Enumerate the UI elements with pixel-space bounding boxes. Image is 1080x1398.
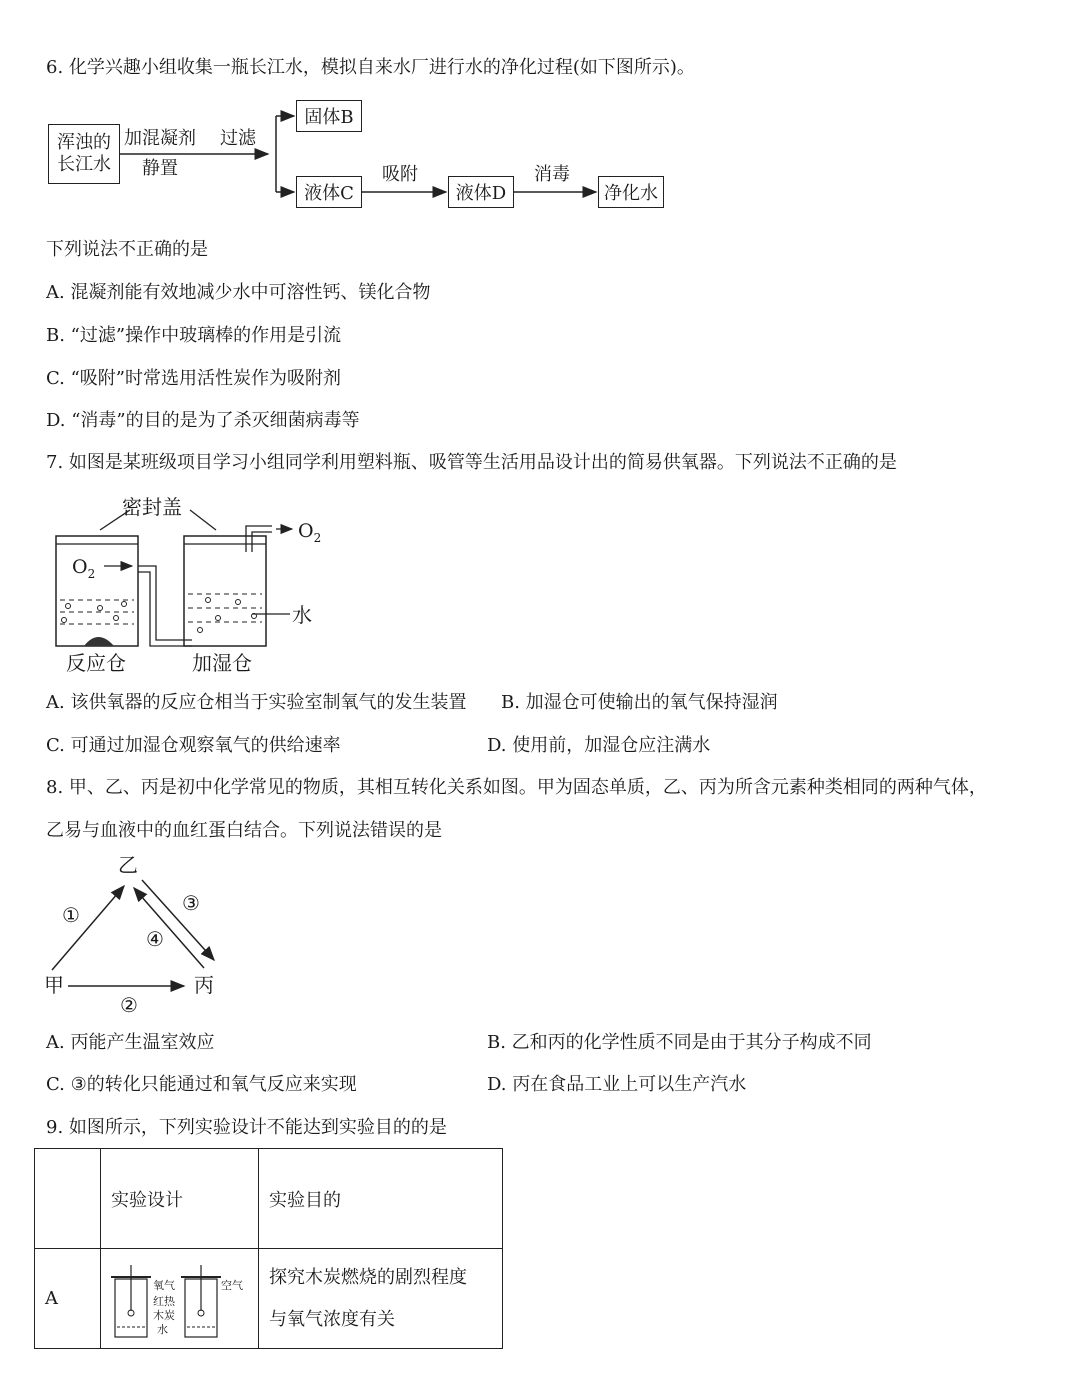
q9-row-a-purpose [259,1249,503,1349]
q8-stem-line1: 8. 甲、乙、丙是初中化学常见的物质，其相互转化关系如图。甲为固态单质，乙、丙为所含元素种类相同的两种气体， [46,777,987,798]
q7-option-c[interactable]: C. 可通过加湿仓观察氧气的供给速率 [46,735,341,756]
flow-arrows [0,0,700,230]
q8-stem-line2: 乙易与血液中的血红蛋白结合。下列说法错误的是 [46,820,442,841]
q9-row-a-purpose-line2: 与氧气浓度有关 [269,1308,395,1330]
flow-solid-box: 固体B [296,100,362,132]
q9-table [34,1148,503,1349]
fig-o2-inner: $O_2$ [72,556,96,581]
fig-hot-label: 红热 [153,1295,175,1308]
flow-liquid-c-box: 液体C [296,176,362,208]
q9-header-empty [35,1149,101,1249]
flow-step3: 吸附 [382,164,418,185]
flow-product-box: 净化水 [598,176,664,208]
charcoal-experiment-drawing [101,1251,251,1347]
q9-header-design: 实验设计 [101,1149,259,1249]
flow-step4: 消毒 [534,164,570,185]
flow-source-line1: 浑浊的 [57,132,111,153]
flow-liquid-d-box: 液体D [448,176,514,208]
q8-option-a[interactable]: A. 丙能产生温室效应 [46,1032,215,1053]
fig-o2-out: $O_2$ [298,520,322,545]
fig-reaction-label: 反应仓 [66,651,126,675]
node-yi: 乙 [118,853,138,877]
label-n3: ③ [182,891,200,915]
flow-step1-bottom: 静置 [142,158,178,179]
q7-stem: 7. 如图是某班级项目学习小组同学利用塑料瓶、吸管等生活用品设计出的简易供氧器。下列说法不正确的是 [46,452,897,473]
q7-option-a[interactable]: A. 该供氧器的反应仓相当于实验室制氧气的发生装置 [46,692,467,713]
q6-option-c[interactable]: C. “吸附”时常选用活性炭作为吸附剂 [46,368,341,389]
fig-air-label: 空气 [221,1279,243,1292]
q6-option-a[interactable]: A. 混凝剂能有效地减少水中可溶性钙、镁化合物 [46,282,431,303]
q9-row-a-label: A [35,1249,101,1349]
fig-water-label: 水 [157,1323,168,1336]
q7-option-b[interactable]: B. 加湿仓可使输出的氧气保持湿润 [501,692,778,713]
q9-table-row-a [35,1249,503,1349]
q6-prompt: 下列说法不正确的是 [46,239,208,260]
node-jia: 甲 [44,973,64,997]
flow-source-line2: 长江水 [57,154,111,175]
fig-charcoal-label: 木炭 [153,1309,175,1322]
q8-option-c[interactable]: C. ③的转化只能通过和氧气反应来实现 [46,1074,357,1095]
flow-step1-top: 加混凝剂 [124,128,196,149]
fig-humid-label: 加湿仓 [192,651,252,675]
q9-header-purpose: 实验目的 [259,1149,503,1249]
q8-option-d[interactable]: D. 丙在食品工业上可以生产汽水 [487,1074,747,1095]
fig-water-label: 水 [292,603,312,627]
q8-option-b[interactable]: B. 乙和丙的化学性质不同是由于其分子构成不同 [487,1032,872,1053]
label-n2: ② [120,993,138,1017]
q9-row-a-figure [101,1249,259,1349]
label-n4: ④ [146,927,164,951]
q6-option-b[interactable]: B. “过滤”操作中玻璃棒的作用是引流 [46,325,342,346]
fig-oxygen-label: 氧气 [153,1279,175,1292]
q9-stem: 9. 如图所示，下列实验设计不能达到实验目的的是 [46,1117,447,1138]
label-n1: ① [62,903,80,927]
q9-row-a-purpose-line1: 探究木炭燃烧的剧烈程度 [269,1266,467,1288]
q9-table-header-row [35,1149,503,1249]
q7-option-d[interactable]: D. 使用前，加湿仓应注满水 [487,735,711,756]
flow-step2: 过滤 [220,128,256,149]
q6-stem: 6. 化学兴趣小组收集一瓶长江水，模拟自来水厂进行水的净化过程(如下图所示)。 [46,57,695,78]
q6-option-d[interactable]: D. “消毒”的目的是为了杀灭细菌病毒等 [46,410,360,431]
node-bing: 丙 [194,973,214,997]
fig-cap-label: 密封盖 [122,495,182,519]
